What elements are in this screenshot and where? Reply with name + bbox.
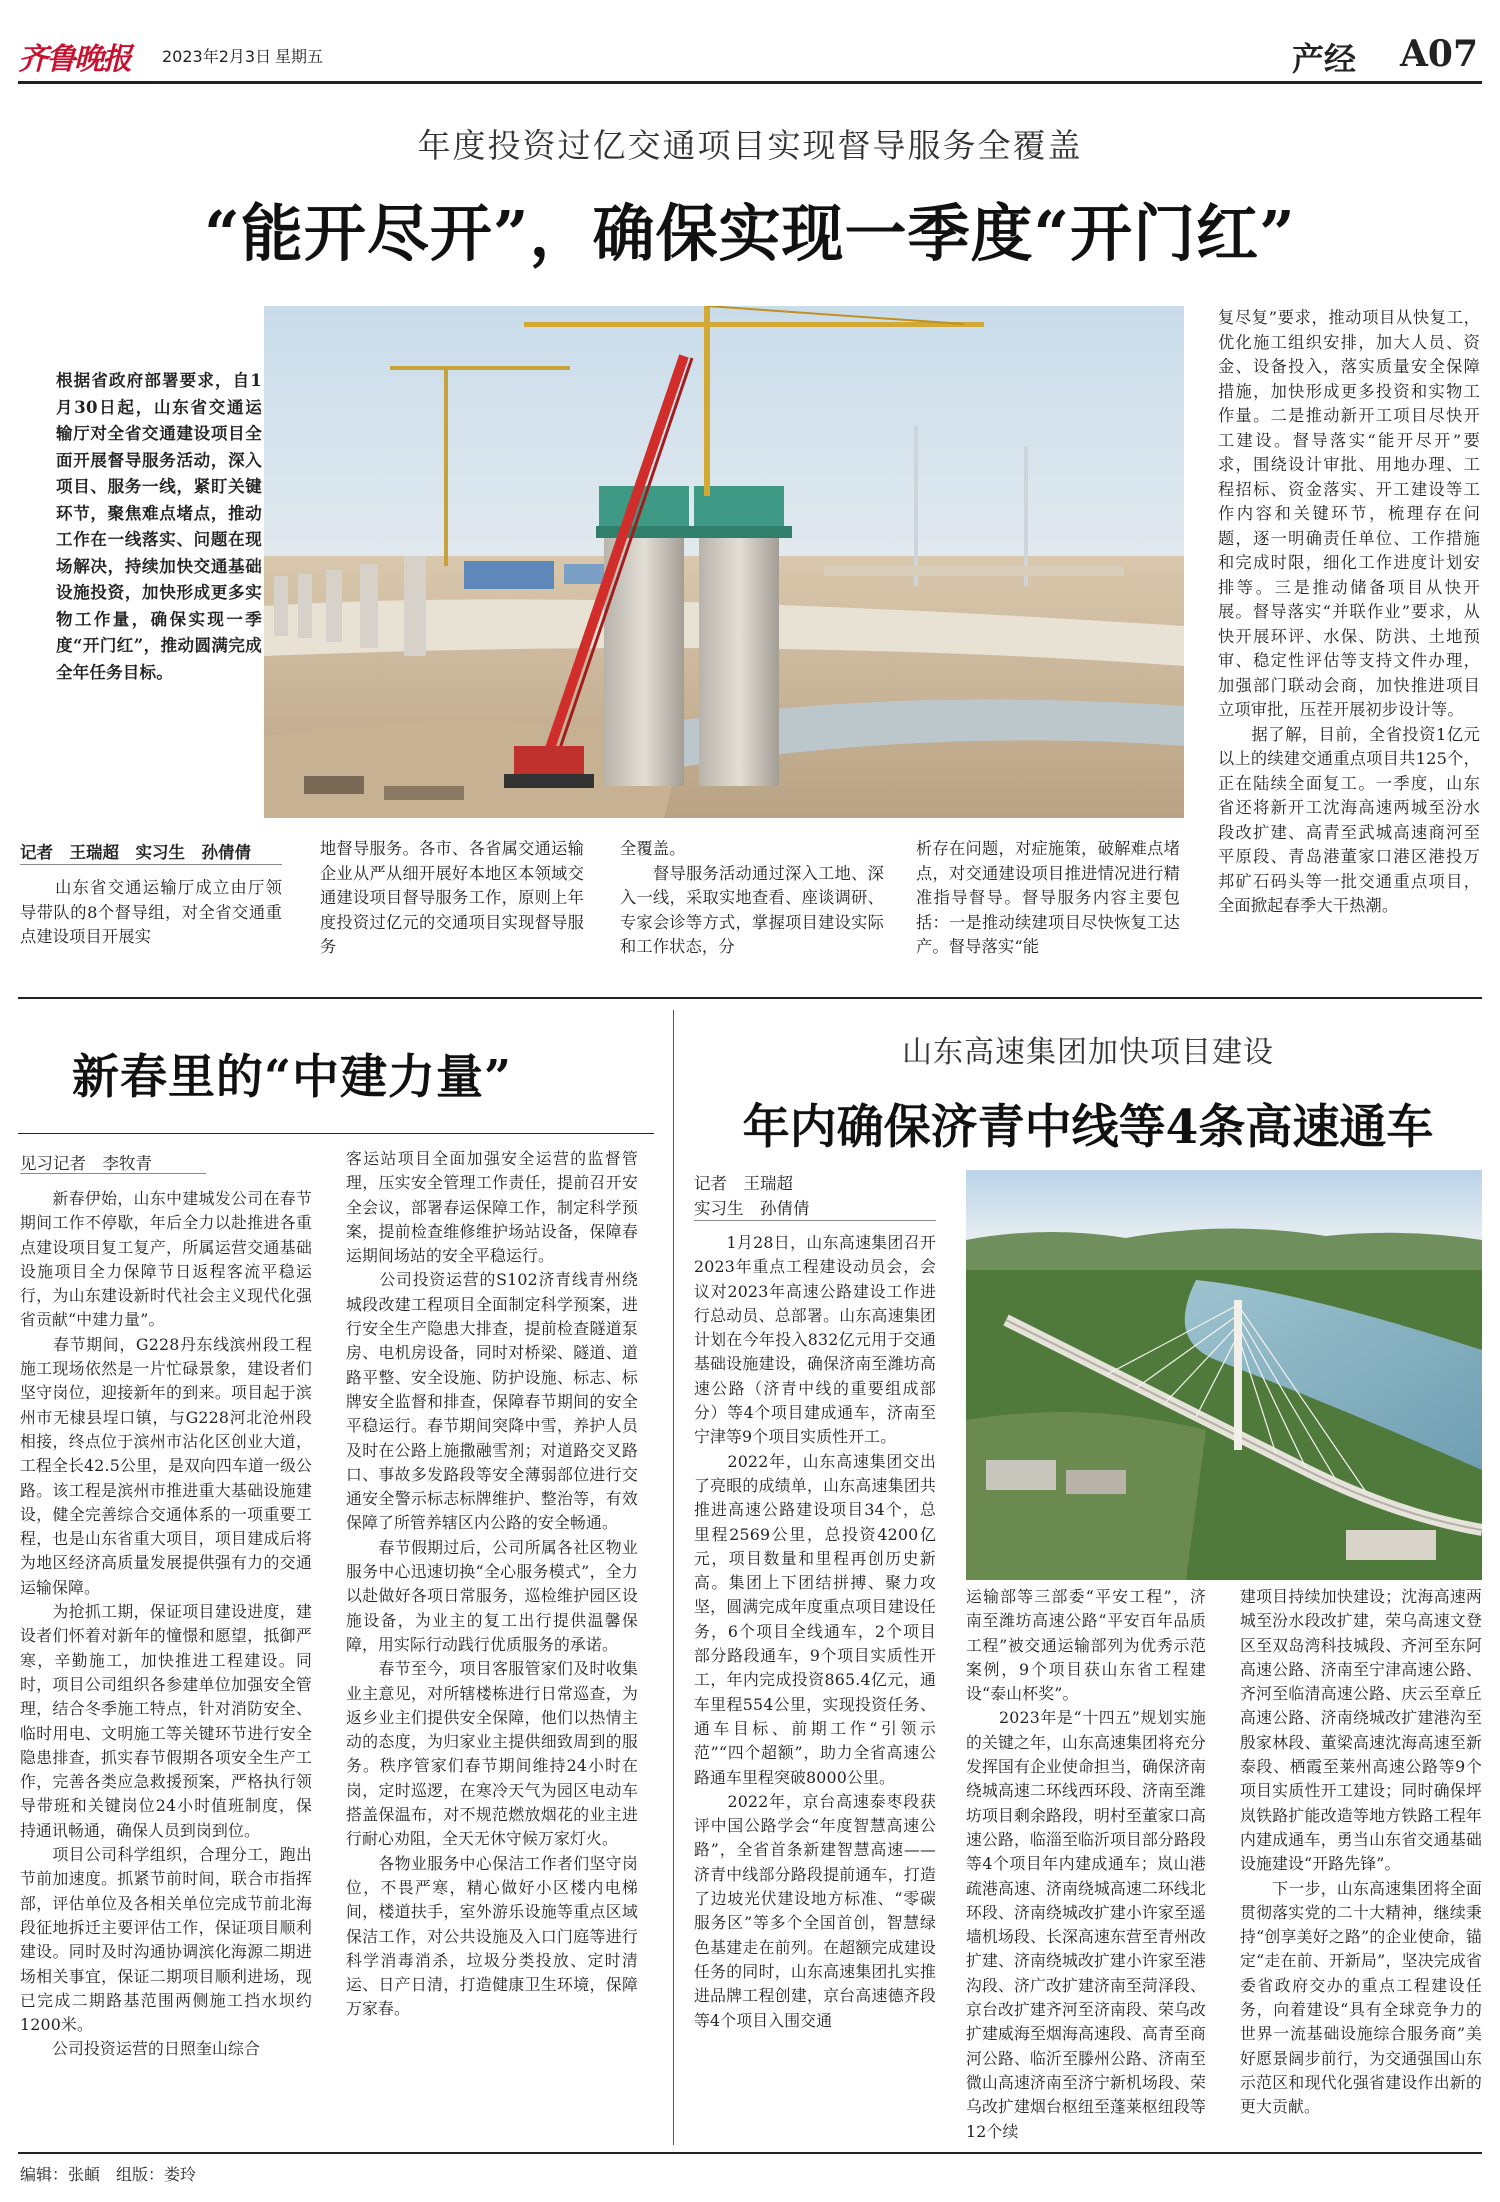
story1-col1: 山东省交通运输厅成立由厅领导带队的8个督导组，对全省交通重点建设项目开展实 (20, 878, 282, 946)
story1-byline: 记者 王瑞超 实习生 孙倩倩 (20, 843, 251, 862)
column-divider (673, 1010, 674, 2145)
bridge-photo (966, 1170, 1482, 1580)
story3-kicker: 山东高速集团加快项目建设 (902, 1035, 1274, 1070)
story3-byline-rule (694, 1220, 936, 1221)
story1-kicker: 年度投资过亿交通项目实现督导服务全覆盖 (417, 126, 1083, 165)
story3-headline: 年内确保济青中线等4条高速通车 (742, 1100, 1434, 1155)
story2-headline-rule (18, 1133, 654, 1134)
story2-col1: 新春伊始，山东中建城发公司在春节期间工作不停歇，年后全力以赴推进各重点建设项目复工复产，所属运营交通基础设施项目全力保障节日返程客流平稳运行，为山东建设新时代社会主义现代化强省贡献“中建力量”。 春节期间，G228丹东线滨州段工程施工现场依然是一片忙碌景象，建设者们坚守岗位，迎接新年的到来。项目起于滨州市无棣县埕口镇，与G228河北沧州段相接，终点位于滨州市沾化区创业大道，工程全长42.5公里，是双向四车道一级公路。该工程是滨州市推进重大基础设施建设，健全完善综合交通体系的一项重要工程，也是山东省重大项目，项目建成后将为地区经济高质量发展提供强有力的交通运输保障。 为抢抓工期，保证项目建设进度，建设者们怀着对新年的憧憬和愿望，抵御严寒，辛勤施工，加快推进工程建设。同时，项目公司组织各参建单位加强安全管理，结合冬季施工特点，针对消防安全、临时用电、文明施工等关键环节进行安全隐患排查，抓实春节假期各项安全生产工作，完善各类应急救援预案，严格执行领导带班和关键岗位24小时值班制度，保持通讯畅通，确保人员到岗到位。 项目公司科学组织，合理分工，跑出节前加速度。抓紧节前时间，联合市指挥部，评估单位及各相关单位完成节前北海段征地拆迁主要评估工作，保证项目顺利建设。同时及时沟通协调滨化海源二期进场相关事宜，保证二期项目顺利进场，现已完成二期路基范围两侧施工挡水坝约1200米。 公司投资运营的日照奎山综合 (20, 1189, 312, 2059)
story1-right-col: 复尽复”要求，推动项目从快复工，优化施工组织安排，加大人员、资金、设备投入，落实质量安全保障措施，加快形成更多投资和实物工作量。二是推动新开工项目尽快开工建设。督导落实“能开尽开”要求，围绕设计审批、用地办理、工程招标、资金落实、开工建设等工作内容和关键环节，梳理存在问题，逐一明确责任单位、工作措施和完成时限，细化工作进度计划安排等。三是推动储备项目从快开展。督导落实“并联作业”要求，从快开展环评、水保、防洪、土地预审、稳定性评估等支持文件办理，加强部门联动会商，加快推进项目立项审批，压茬开展初步设计等。 据了解，目前，全省投资1亿元以上的续建交通重点项目共125个，正在陆续全面复工。一季度，山东省还将新开工沈海高速两城至汾水段改扩建、高青至武城高速商河至平原段、青岛港董家口港区港投万邦矿石码头等一批交通重点项目，全面掀起春季大干热潮。 (1218, 308, 1480, 915)
story2-col2: 客运站项目全面加强安全运营的监督管理，压实安全管理工作责任，提前召开安全会议，部署春运保障工作，制定科学预案，提前检查维修维护场站设备，保障春运期间场站的安全平稳运行。 公司投资运营的S102济青线青州绕城段改建工程项目全面制定科学预案，进行安全生产隐患大排查，提前检查隧道泵房、电机房设备，同时对桥梁、隧道、道路平整、安全设施、防护设施、标志、标牌安全监督和排查，保障春节期间的安全平稳运行。春节期间突降中雪，养护人员及时在公路上施撒融雪剂；对道路交叉路口、事故多发路段等安全薄弱部位进行交通安全警示标志标牌维护、整治等，有效保障了所管养辖区内公路的安全畅通。 春节假期过后，公司所属各社区物业服务中心迅速切换“全心服务模式”，全力以赴做好各项日常服务，巡检维护园区设施设备，为业主的复工出行提供温馨保障，用实际行动践行优质服务的承诺。 春节至今，项目客服管家们及时收集业主意见，对所辖楼栋进行日常巡查，为返乡业主们提供安全保障，他们以热情主动的态度，为归家业主提供细致周到的服务。秩序管家们春节期间维持24小时在岗，定时巡逻，在寒冷天气为园区电动车搭盖保温布，对不规范燃放烟花的业主进行耐心劝阻，全天无休守候万家灯火。 各物业服务中心保洁工作者们坚守岗位，不畏严寒，精心做好小区楼内电梯间，楼道扶手，室外游乐设施等重点区域保洁工作，对公共设施及入口门庭等进行科学消毒消杀，垃圾分类投放、定时清运、日产日清，打造健康卫生环境，保障万家春。 (346, 1149, 638, 2019)
page-number: A07 (1400, 33, 1479, 75)
story1-byline-rule (20, 864, 282, 865)
story1-headline: “能开尽开”，确保实现一季度“开门红” (204, 197, 1296, 270)
bridge-pier-construction-photo (264, 306, 1184, 818)
masthead-logo: 齐鲁晚报 (18, 42, 130, 77)
masthead-rule (18, 81, 1482, 84)
story3-col3: 建项目持续加快建设；沈海高速两城至汾水段改扩建，荣乌高速文登区至双岛湾科技城段、齐河至东阿高速公路、济南至宁津高速公路、齐河至临清高速公路、庆云至章丘高速公路、济南绕城改扩建港沟至殷家林段、董梁高速沈海高速至新泰段、栖霞至莱州高速公路等9个项目实质性开工建设；同时确保坪岚铁路扩能改造等地方铁路工程年内建成通车，勇当山东省交通基础设施建设“开路先锋”。 下一步，山东高速集团将全面贯彻落实党的二十大精神，继续秉持“创享美好之路”的企业使命，锚定“走在前、开新局”，坚决完成省委省政府交办的重点工程建设任务，向着建设“具有全球竞争力的世界一流基础设施综合服务商”美好愿景阔步前行，为交通强国山东示范区和现代化强省建设作出新的更大贡献。 (1240, 1587, 1482, 2117)
story2-byline-rule (20, 1173, 206, 1174)
masthead (0, 0, 1500, 80)
section-name: 产经 (1292, 40, 1357, 78)
story1-col3: 全覆盖。 督导服务活动通过深入工地、深入一线，采取实地查看、座谈调研、专家会诊等方式，掌握项目建设实际和工作状态，分 (620, 839, 884, 956)
story1-lead: 根据省政府部署要求，自1月30日起，山东省交通运输厅对全省交通建设项目全面开展督导服务活动，深入项目、服务一线，紧盯关键环节，聚焦难点堵点，推动工作在一线落实、问题在现场解决，持续加快交通基础设施投资，加快形成更多实物工作量，确保实现一季度“开门红”，推动圆满完成全年任务目标。 (56, 371, 262, 682)
masthead-date: 2023年2月3日 (162, 47, 272, 66)
story1-col4: 析存在问题，对症施策，破解难点堵点，对交通建设项目推进情况进行精准指导督导。督导服务内容主要包括：一是推动续建项目尽快恢复工达产。督导落实“能 (916, 839, 1180, 956)
story1-bottom-rule (18, 997, 1482, 999)
masthead-weekday: 星期五 (275, 47, 324, 66)
cable-stayed-bridge-aerial-photo (966, 1170, 1482, 1580)
story2-headline: 新春里的“中建力量” (72, 1050, 513, 1105)
story3-byline1: 记者 王瑞超 (694, 1174, 793, 1193)
footer-rule (18, 2152, 1482, 2154)
construction-photo (264, 306, 1184, 818)
story3-byline2: 实习生 孙倩倩 (694, 1199, 810, 1218)
footer-editor: 编辑：张頔 组版：娄玲 (20, 2165, 197, 2184)
story2-byline: 见习记者 李牧青 (20, 1154, 152, 1173)
story1-col2: 地督导服务。各市、各省属交通运输企业从严从细开展好本地区本领域交通建设项目督导服务工作，原则上年度投资过亿元的交通项目实现督导服务 (320, 839, 584, 956)
story3-col2: 运输部等三部委“平安工程”，济南至潍坊高速公路“平安百年品质工程”被交通运输部列为优秀示范案例，9个项目获山东省工程建设“泰山杯奖”。 2023年是“十四五”规划实施的关键之年，山东高速集团将充分发挥国有企业使命担当，确保济南绕城高速二环线西环段、济南至潍坊项目剩余路段，明村至董家口高速公路，临淄至临沂项目部分路段等4个项目年内建成通车；岚山港疏港高速、济南绕城高速二环线北环段、济南绕城改扩建小许家至遥墙机场段、长深高速东营至青州改扩建、济南绕城改扩建小许家至港沟段、济广改扩建济南至菏泽段、京台改扩建齐河至济南段、荣乌改扩建威海至烟海高速段、高青至商河公路、临沂至滕州公路、济南至微山高速济南至济宁新机场段、荣乌改扩建烟台枢纽至蓬莱枢纽段等12个续 (966, 1587, 1206, 2141)
story3-col1: 1月28日，山东高速集团召开2023年重点工程建设动员会，会议对2023年高速公路建设工作进行总动员、总部署。山东高速集团计划在今年投入832亿元用于交通基础设施建设，确保济南至潍坊高速公路（济青中线的重要组成部分）等4个项目建成通车，济南至宁津等9个项目实质性开工。 2022年，山东高速集团交出了亮眼的成绩单，山东高速集团共推进高速公路建设项目34个，总里程2569公里，总投资4200亿元，项目数量和里程再创历史新高。集团上下团结拼搏、聚力攻坚，圆满完成年度重点项目建设任务，6个项目全线通车，2个项目部分路段通车，9个项目实质性开工，年内完成投资865.4亿元，通车里程554公里，实现投资任务、通车目标、前期工作“引领示范”“四个超额”，助力全省高速公路通车里程突破8000公里。 2022年，京台高速泰枣段获评中国公路学会“年度智慧高速公路”，全省首条新建智慧高速——济青中线部分路段提前通车，打造了边坡光伏建设地方标准、“零碳服务区”等多个全国首创，智慧绿色基建走在前列。在超额完成建设任务的同时，山东高速集团扎实推进品牌工程创建，京台高速德齐段等4个项目入围交通 (694, 1233, 936, 2030)
